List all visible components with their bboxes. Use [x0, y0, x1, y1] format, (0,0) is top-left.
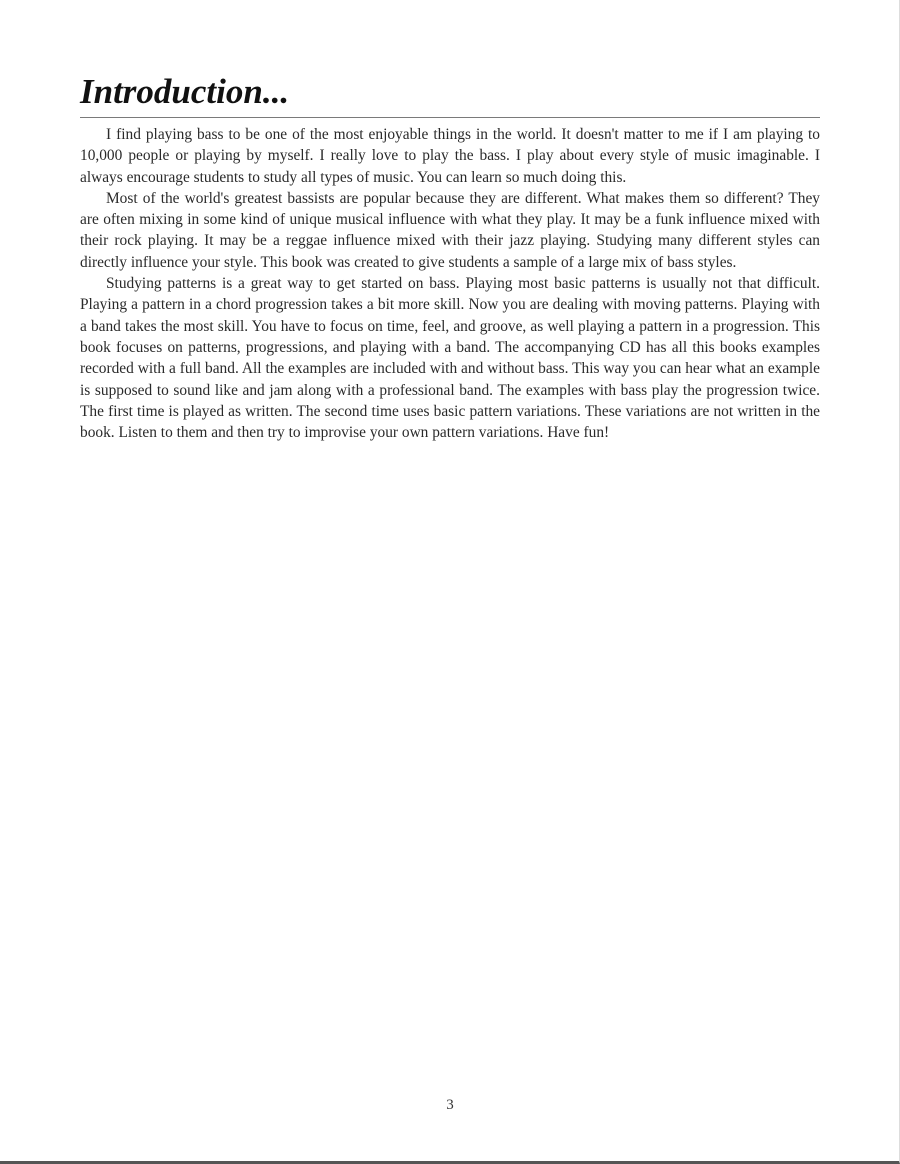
page-number: 3: [446, 1097, 454, 1113]
paragraph-3: Studying patterns is a great way to get started on bass. Playing most basic patterns is usually not that difficult. Playing a pattern in a chord progression takes a bit more skill. Now you are dealing with moving patterns. Playing with a band takes the most skill. You have to focus on time, feel, and groove, as well playing a pattern in a progression. This book focuses on patterns, progressions, and playing with a band. The accompanying CD has all this books examples recorded with a full band. All the examples are included with and without bass. This way you can hear what an example is supposed to sound like and jam along with a professional band. The examples with bass play the progression twice. The first time is played as written. The second time uses basic pattern variations. These variations are not written in the book. Listen to them and then try to improvise your own pattern variations. Have fun!: [80, 275, 820, 442]
page-title: Introduction...: [80, 72, 290, 111]
title-underline-divider: [80, 117, 820, 118]
paragraph-2: Most of the world's greatest bassists are popular because they are different. What makes them so different? They are often mixing in some kind of unique musical influence with what they play. It may be a funk influence mixed with their rock playing. It may be a reggae influence mixed with their jazz playing. Studying many different styles can directly influence your style. This book was created to give students a sample of a large mix of bass styles.: [80, 189, 820, 271]
paragraph-1: I find playing bass to be one of the most enjoyable things in the world. It doesn't matter to me if I am playing to 10,000 people or playing by myself. I really love to play the bass. I play about every style of music imaginable. I always encourage students to study all types of music. You can learn so much doing this.: [80, 126, 820, 186]
body-text: [80, 124, 820, 443]
